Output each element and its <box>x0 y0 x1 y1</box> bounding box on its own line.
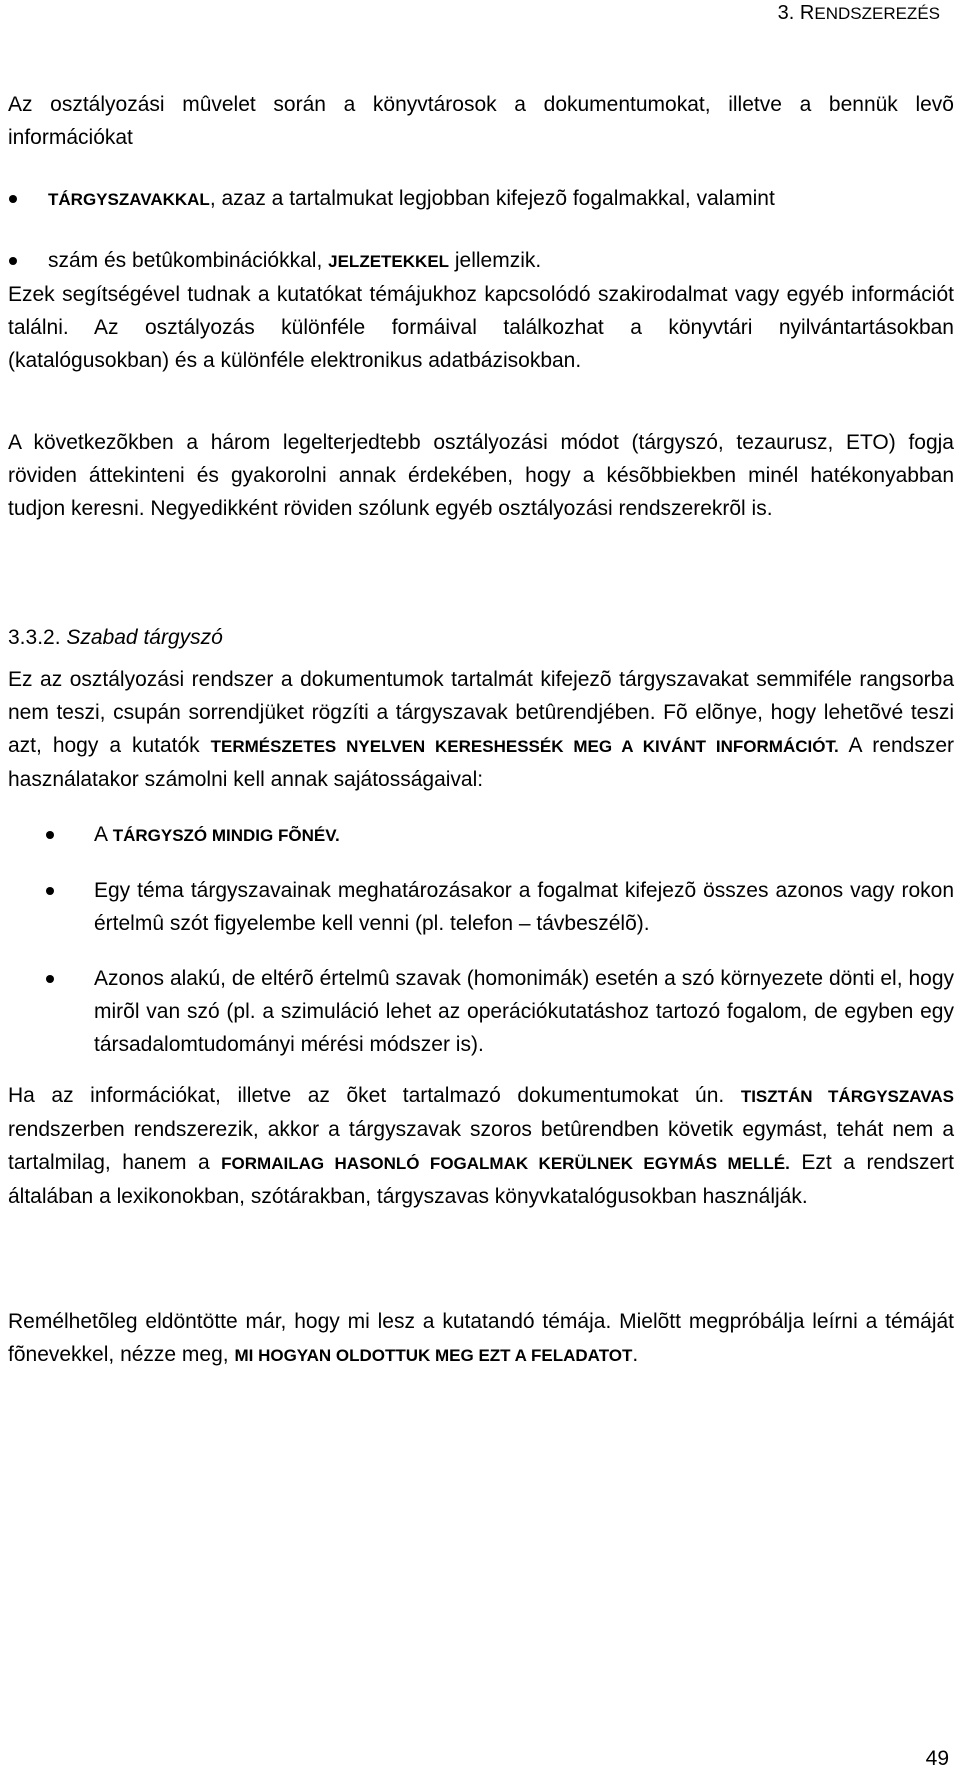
section-number: 3.3.2. <box>8 626 61 649</box>
bullet-icon <box>46 975 54 983</box>
bullet-icon <box>46 831 54 839</box>
features-bullet-list <box>8 818 954 1061</box>
intro-lead: Az osztályozási mûvelet során a könyvtárosok a dokumentumokat, illetve a bennük levõ információkat <box>8 93 954 149</box>
page-number: 49 <box>925 1747 949 1770</box>
intro-paragraph: Ezek segítségével tudnak a kutatókat témájukhoz kapcsolódó szakirodalmat vagy egyéb információt találni. Az osztályozás különféle formáival találkozhat a könyvtári nyilvántartásokban (katalógusokban) és a különféle elektronikus adatbázisokban. <box>8 283 954 372</box>
list-item: Egy téma tárgyszavainak meghatározásakor a fogalmat kifejezõ összes azonos vagy rokon értelmû szót figyelembe kell venni (pl. telefon – távbeszélõ). <box>8 874 954 940</box>
running-header <box>778 0 940 27</box>
list-item: szám és betûkombinációkkal, JELZETEKKEL jellemzik. <box>8 244 954 278</box>
chapter-title: RENDSZEREZÉS <box>799 2 940 24</box>
list-item: TÁRGYSZAVAKKAL, azaz a tartalmukat legjobban kifejezõ fogalmakkal, valamint <box>8 182 954 216</box>
section-title: Szabad tárgyszó <box>66 626 223 649</box>
list-item: Azonos alakú, de eltérõ értelmû szavak (homonimák) esetén a szó környezete dönti el, hogy mirõl van szó (pl. a szimuláció lehet az operációkutatáshoz tartozó fogalom, de egyben egy társadalomtudományi mérési módszer is). <box>8 962 954 1061</box>
list-item: A TÁRGYSZÓ MINDIG FÕNÉV. <box>8 818 954 852</box>
intro-bullet-list <box>8 182 954 278</box>
section-heading <box>8 621 954 654</box>
page-body <box>8 88 954 1372</box>
bullet-icon <box>9 257 17 265</box>
free-subject-paragraph: Ez az osztályozási rendszer a dokumentumok tartalmát kifejezõ tárgyszavakat semmiféle rangsorba nem teszi, csupán sorrendjüket rögzíti a tárgyszavak betûrendjében. Fõ elõnye, hogy lehetõvé teszi azt, hogy a kutatók TERMÉSZETES NYELVEN KERESHESSÉK MEG A KIVÁNT INFORMÁCIÓT. A rendszer használatakor számolni kell annak sajátosságaival: <box>8 668 955 791</box>
overview-paragraph: A következõkben a három legelterjedtebb osztályozási módot (tárgyszó, tezaurusz, ETO) fogja röviden áttekinteni és gyakorolni annak érdekében, hogy a késõbbiekben minél hatékonyabban tudjon keresni. Negyedikként röviden szólunk egyéb osztályozási rendszerekrõl is. <box>8 431 954 520</box>
chapter-number: 3. <box>777 2 795 24</box>
pure-subject-paragraph: Ha az információkat, illetve az õket tartalmazó dokumentumokat ún. TISZTÁN TÁRGYSZAVAS rendszerben rendszerezik, akkor a tárgyszavak szoros betûrendben követik egymást, tehát nem a tartalmilag, hanem a FORMAILAG HASONLÓ FOGALMAK KERÜLNEK EGYMÁS MELLÉ. Ezt a rendszert általában a lexikonokban, szótárakban, tárgyszavas könyvkatalógusokban használják. <box>8 1084 954 1208</box>
bullet-icon <box>46 887 54 895</box>
bullet-icon <box>9 195 17 203</box>
closing-paragraph: Remélhetõleg eldöntötte már, hogy mi lesz a kutatandó témája. Mielõtt megpróbálja leírni a témáját fõnevekkel, nézze meg, MI HOGYAN OLDOTTUK MEG EZT A FELADATOT. <box>8 1310 954 1366</box>
